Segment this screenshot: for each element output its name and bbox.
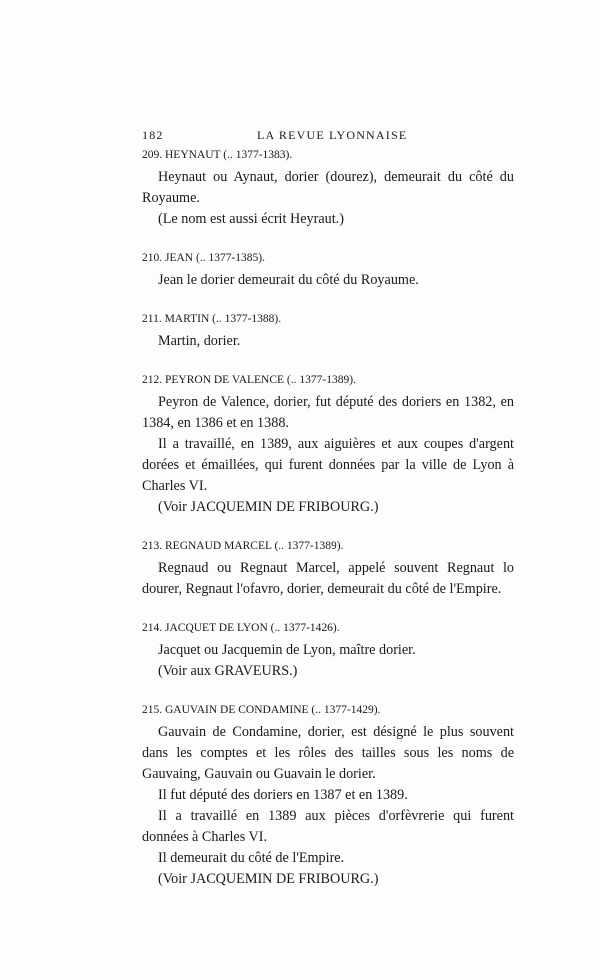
- entry-212: [142, 373, 514, 518]
- entry-heading: 209. HEYNAUT (.. 1377-1383).: [142, 149, 293, 161]
- entry-paragraph: Peyron de Valence, dorier, fut député des doriers en 1382, en 1384, en 1386 et en 1388.: [142, 394, 514, 431]
- entry-paragraph: Jacquet ou Jacquemin de Lyon, maître dorier.: [158, 642, 416, 658]
- page-number: 182: [142, 128, 164, 142]
- entry-paragraph: (Voir JACQUEMIN DE FRIBOURG.): [158, 499, 379, 515]
- entry-paragraph: Jean le dorier demeurait du côté du Royaume.: [158, 272, 419, 288]
- entry-213: [142, 539, 514, 600]
- entry-214: [142, 621, 514, 682]
- entry-heading: 212. PEYRON DE VALENCE (.. 1377-1389).: [142, 374, 356, 386]
- document-page: [142, 128, 514, 901]
- entry-heading: 215. GAUVAIN DE CONDAMINE (.. 1377-1429).: [142, 704, 381, 716]
- entry-paragraph: Regnaud ou Regnaut Marcel, appelé souvent Regnaut lo dourer, Regnaut l'ofavro, dorier, demeurait du côté de l'Empire.: [142, 560, 514, 597]
- entry-210: [142, 251, 514, 291]
- entry-paragraph: Il a travaillé, en 1389, aux aiguières et aux coupes d'argent dorées et émaillées, qui furent données par la ville de Lyon à Charles VI.: [142, 436, 514, 494]
- running-title: LA REVUE LYONNAISE: [257, 128, 408, 142]
- entry-paragraph: Martin, dorier.: [158, 333, 241, 349]
- page-header: [142, 128, 514, 148]
- entry-paragraph: Heynaut ou Aynaut, dorier (dourez), demeurait du côté du Royaume.: [142, 169, 514, 206]
- entry-heading: 213. REGNAUD MARCEL (.. 1377-1389).: [142, 540, 344, 552]
- entry-heading: 210. JEAN (.. 1377-1385).: [142, 252, 265, 264]
- entry-heading: 214. JACQUET DE LYON (.. 1377-1426).: [142, 622, 340, 634]
- entry-215: [142, 703, 514, 890]
- entry-paragraph: Il fut député des doriers en 1387 et en 1389.: [158, 787, 408, 803]
- entry-heading: 211. MARTIN (.. 1377-1388).: [142, 313, 282, 325]
- entry-paragraph: Il a travaillé en 1389 aux pièces d'orfèvrerie qui furent données à Charles VI.: [142, 808, 514, 845]
- entry-paragraph: (Voir JACQUEMIN DE FRIBOURG.): [158, 871, 379, 887]
- entry-211: [142, 312, 514, 352]
- entry-paragraph: (Voir aux GRAVEURS.): [158, 663, 298, 679]
- entry-paragraph: Gauvain de Condamine, dorier, est désigné le plus souvent dans les comptes et les rôles des tailles sous les noms de Gauvaing, Gauvain ou Guavain le dorier.: [142, 724, 514, 782]
- entry-paragraph: Il demeurait du côté de l'Empire.: [158, 850, 345, 866]
- entry-209: [142, 148, 514, 230]
- entry-paragraph: (Le nom est aussi écrit Heyraut.): [158, 211, 344, 227]
